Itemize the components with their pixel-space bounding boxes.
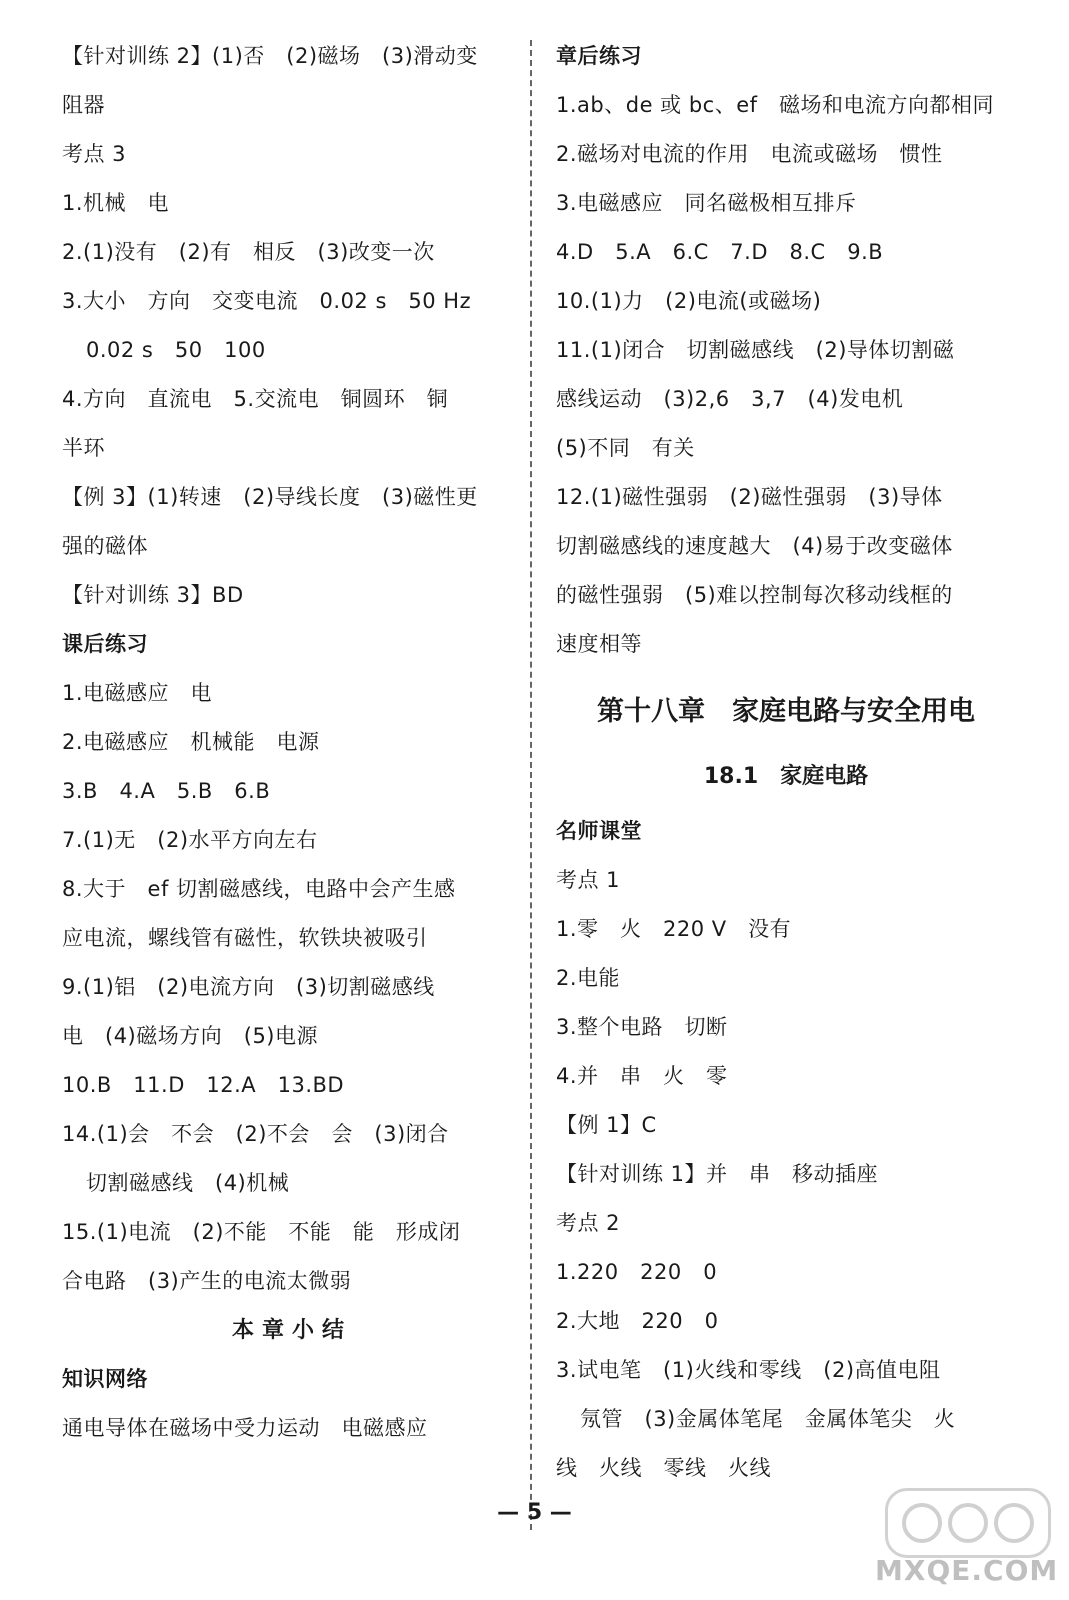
section-heading: 知识网络 <box>62 1367 148 1391</box>
answer-line: 1.ab、de 或 bc、ef 磁场和电流方向都相同 <box>556 93 995 117</box>
answer-line: 14.(1)会 不会 (2)不会 会 (3)闭合 <box>62 1122 449 1146</box>
chapter-title: 第十八章 家庭电路与安全用电 <box>597 696 975 727</box>
answer-line: 感线运动 (3)2,6 3,7 (4)发电机 <box>556 387 904 411</box>
page-number: — 5 — <box>497 1500 572 1525</box>
answer-line: 通电导体在磁场中受力运动 电磁感应 <box>62 1416 428 1440</box>
answer-line: 11.(1)闭合 切割磁感线 (2)导体切割磁 <box>556 338 955 362</box>
answer-line: 合电路 (3)产生的电流太微弱 <box>62 1269 352 1293</box>
answer-line: 3.整个电路 切断 <box>556 1015 728 1039</box>
answer-line: 3.电磁感应 同名磁极相互排斥 <box>556 191 857 215</box>
answer-line: 【针对训练 2】(1)否 (2)磁场 (3)滑动变 <box>62 44 478 68</box>
answer-line: (5)不同 有关 <box>556 436 695 460</box>
answer-line: 电 (4)磁场方向 (5)电源 <box>62 1024 318 1048</box>
answer-line: 氖管 (3)金属体笔尾 金属体笔尖 火 <box>580 1407 956 1431</box>
answer-line: 15.(1)电流 (2)不能 不能 能 形成闭 <box>62 1220 461 1244</box>
watermark-text: MXQE.COM <box>875 1554 1059 1587</box>
section-title: 18.1 家庭电路 <box>703 764 869 789</box>
answer-line: 8.大于 ef 切割磁感线，电路中会产生感 <box>62 877 456 901</box>
section-heading: 章后练习 <box>556 44 642 68</box>
answer-line: 2.电磁感应 机械能 电源 <box>62 730 320 754</box>
answer-line: 7.(1)无 (2)水平方向左右 <box>62 828 318 852</box>
answer-line: 1.电磁感应 电 <box>62 681 213 705</box>
answer-line: 【例 1】C <box>556 1113 657 1137</box>
answer-line: 4.D 5.A 6.C 7.D 8.C 9.B <box>556 240 884 264</box>
answer-line: 切割磁感线 (4)机械 <box>86 1171 290 1195</box>
answer-line: 2.(1)没有 (2)有 相反 (3)改变一次 <box>62 240 435 264</box>
answer-line: 1.零 火 220 V 没有 <box>556 917 792 941</box>
answer-line: 切割磁感线的速度越大 (4)易于改变磁体 <box>556 534 953 558</box>
section-answers-block <box>556 807 1016 1493</box>
chapter-summary-heading: 本章小结 <box>231 1318 352 1343</box>
right-column <box>556 32 1016 1493</box>
section-heading: 名师课堂 <box>556 819 642 843</box>
answer-line: 3.大小 方向 交变电流 0.02 s 50 Hz <box>62 289 472 313</box>
answer-line: 1.机械 电 <box>62 191 170 215</box>
answer-line: 10.(1)力 (2)电流(或磁场) <box>556 289 822 313</box>
answer-line: 2.电能 <box>556 966 621 990</box>
answer-line: 应电流，螺线管有磁性，软铁块被吸引 <box>62 926 428 950</box>
answer-line: 【针对训练 1】并 串 移动插座 <box>556 1162 879 1186</box>
left-column <box>62 32 522 1453</box>
answer-line: 0.02 s 50 100 <box>86 338 266 362</box>
answer-line: 【例 3】(1)转速 (2)导线长度 (3)磁性更 <box>62 485 478 509</box>
answer-line: 2.大地 220 0 <box>556 1309 719 1333</box>
watermark-logo <box>875 1488 1059 1588</box>
answer-line: 半环 <box>62 436 105 460</box>
answer-line: 9.(1)铝 (2)电流方向 (3)切割磁感线 <box>62 975 435 999</box>
answer-line: 4.方向 直流电 5.交流电 铜圆环 铜 <box>62 387 449 411</box>
answer-line: 线 火线 零线 火线 <box>556 1456 771 1480</box>
answer-line: 阻器 <box>62 93 105 117</box>
answer-line: 4.并 串 火 零 <box>556 1064 728 1088</box>
chapter-exercises-block <box>556 32 1016 669</box>
answer-line: 2.磁场对电流的作用 电流或磁场 惯性 <box>556 142 943 166</box>
answer-line: 【针对训练 3】BD <box>62 583 244 607</box>
answer-line: 10.B 11.D 12.A 13.BD <box>62 1073 345 1097</box>
answer-line: 3.B 4.A 5.B 6.B <box>62 779 271 803</box>
answer-line: 12.(1)磁性强弱 (2)磁性强弱 (3)导体 <box>556 485 943 509</box>
answer-line: 的磁性强弱 (5)难以控制每次移动线框的 <box>556 583 953 607</box>
answer-line: 速度相等 <box>556 632 642 656</box>
watermark-emblem-icon <box>885 1488 1051 1558</box>
column-divider <box>530 40 532 1530</box>
answer-line: 强的磁体 <box>62 534 148 558</box>
answer-line: 3.试电笔 (1)火线和零线 (2)高值电阻 <box>556 1358 941 1382</box>
section-heading: 课后练习 <box>62 632 148 656</box>
answer-line: 考点 3 <box>62 142 127 166</box>
answer-line: 考点 2 <box>556 1211 621 1235</box>
answer-line: 考点 1 <box>556 868 621 892</box>
answer-line: 1.220 220 0 <box>556 1260 718 1284</box>
